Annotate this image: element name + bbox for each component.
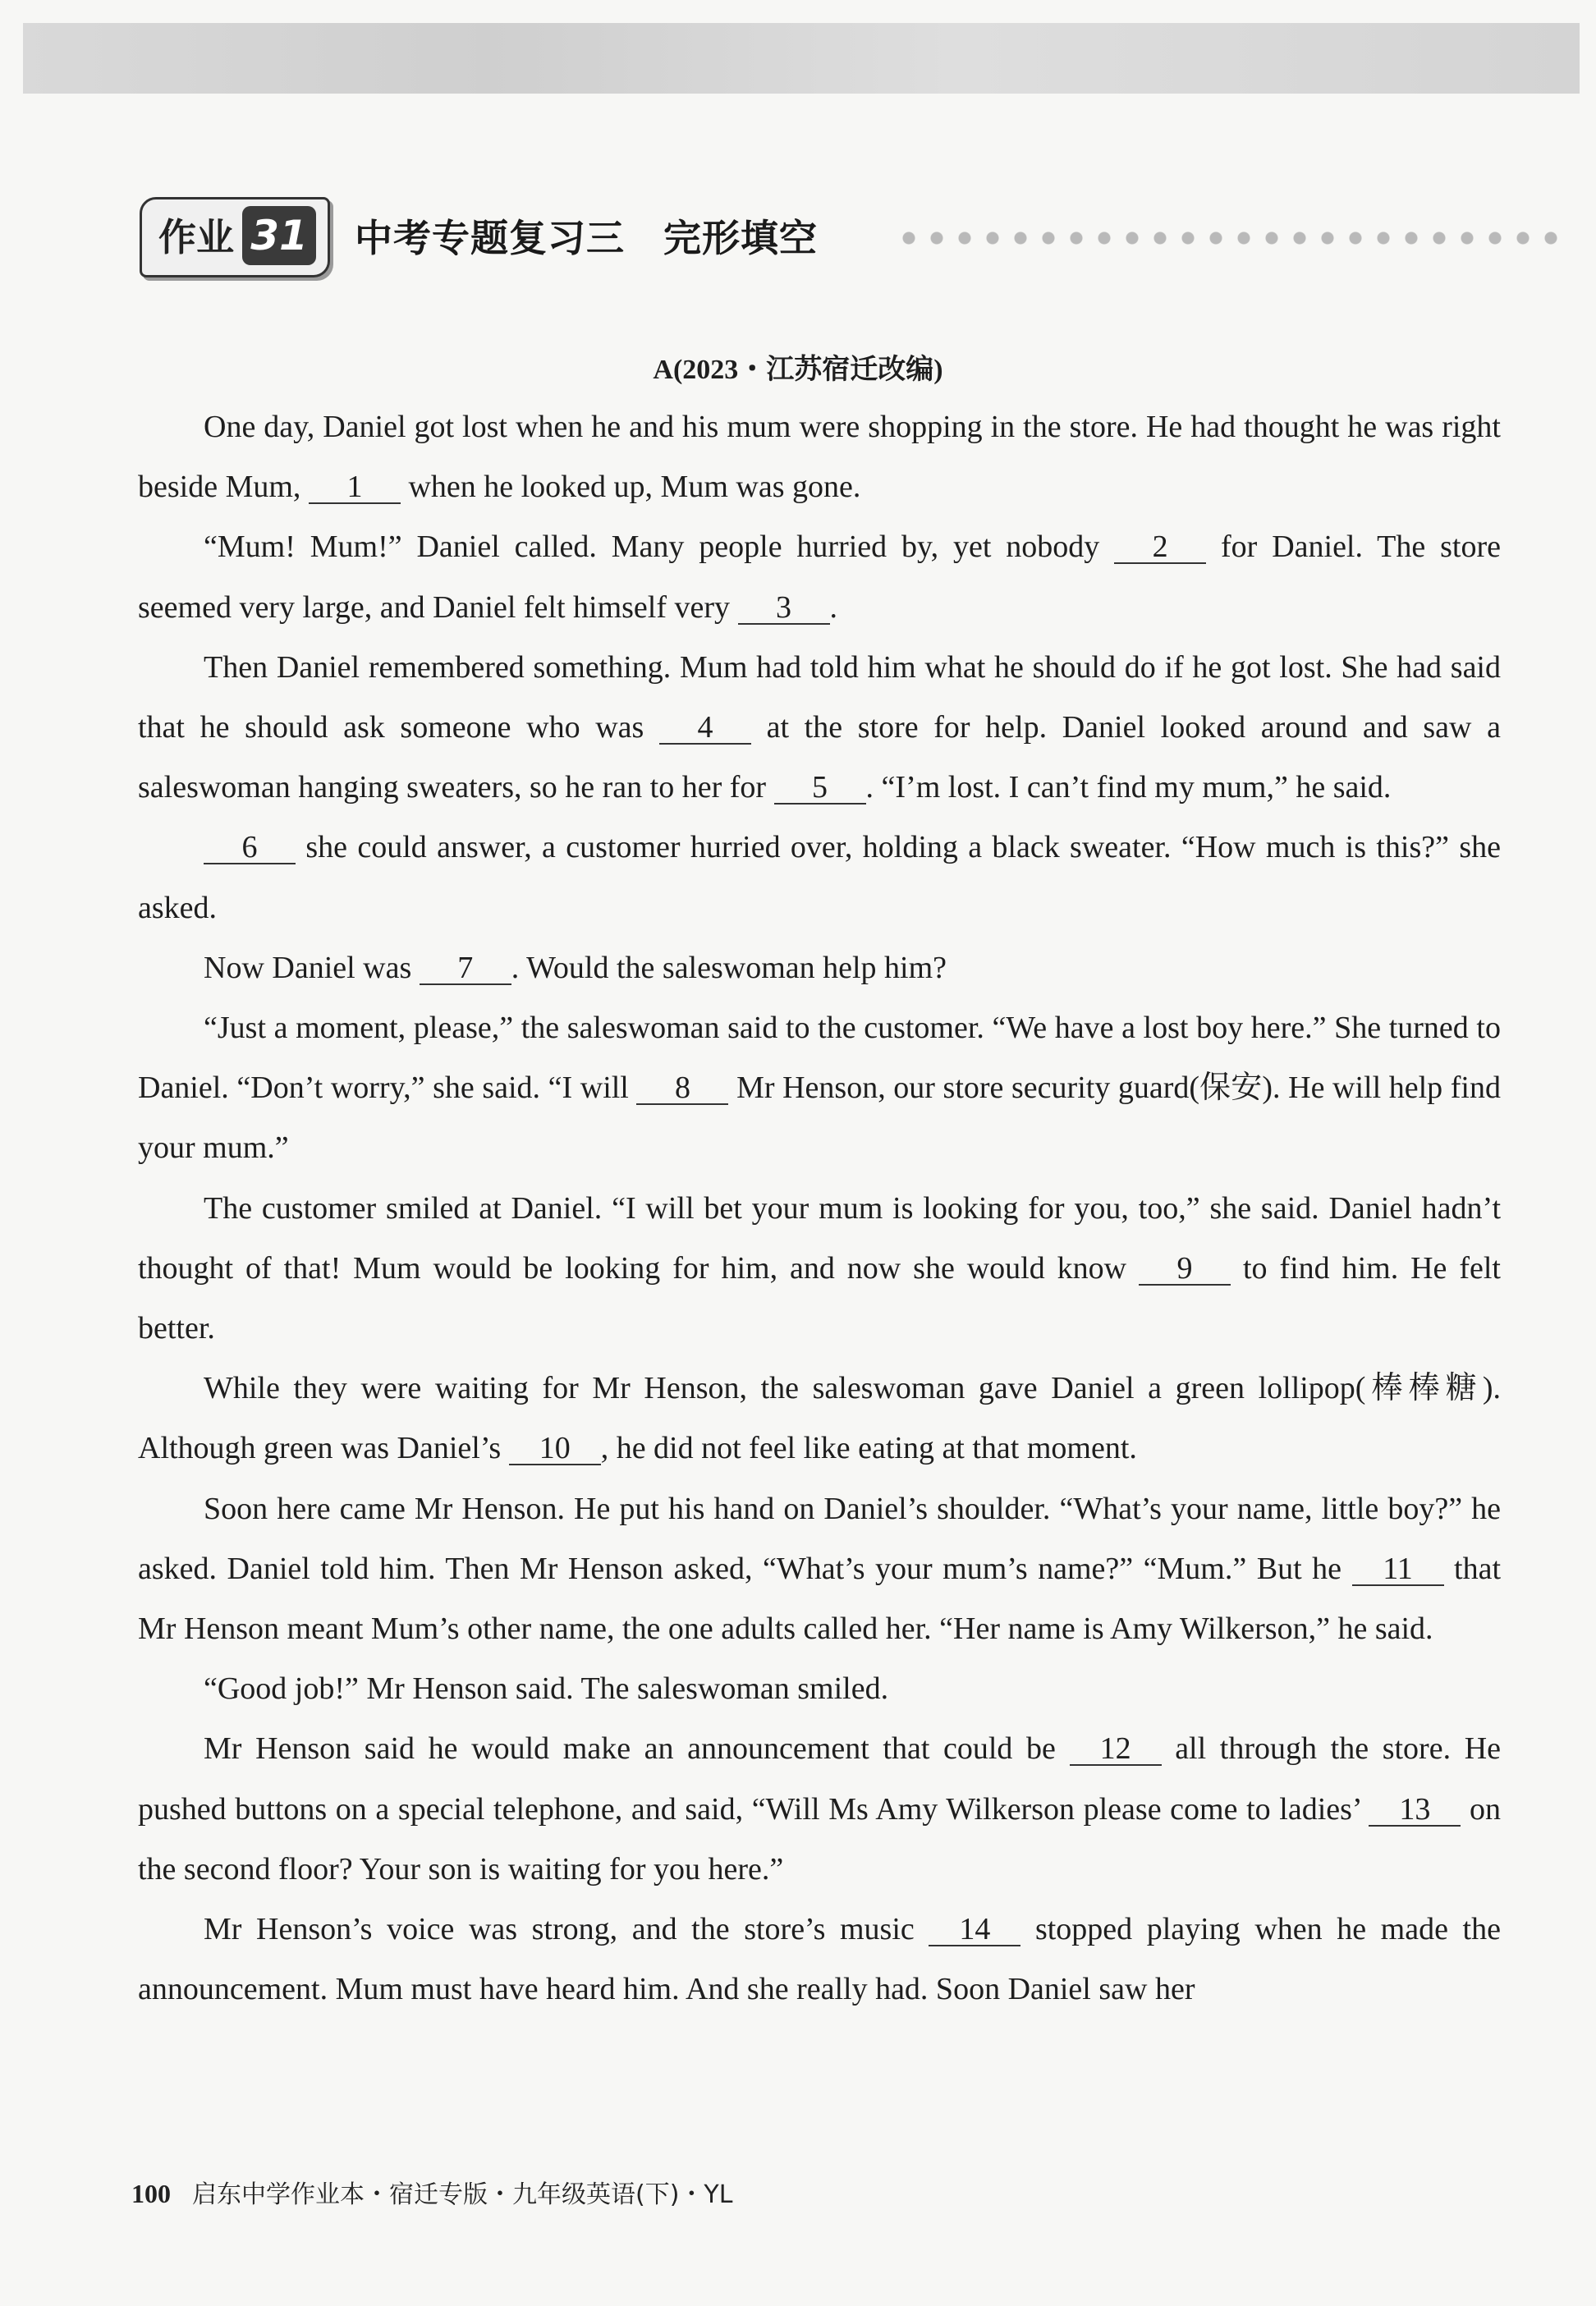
header-title: 中考专题复习三 完形填空 — [355, 216, 818, 260]
assignment-header — [140, 189, 1568, 279]
cloze-blank: 14 — [929, 1914, 1020, 1946]
cloze-blank: 2 — [1114, 531, 1206, 564]
cloze-blank: 12 — [1070, 1733, 1162, 1766]
paragraph — [138, 1719, 1501, 1900]
paragraph — [138, 1900, 1501, 2019]
badge-number: 31 — [242, 206, 316, 265]
section-title: A(2023・江苏宿迁改编) — [653, 355, 943, 385]
passage-text: for Daniel. The store seemed very large, and Daniel felt himself very — [138, 530, 1502, 625]
passage-text: at the store for help. Daniel looked around and saw a saleswoman hanging sweaters, so he ran to her for — [138, 710, 1502, 805]
passage-text: Mr Henson’s voice was strong, and the store’s music — [204, 1912, 929, 1947]
assignment-badge — [140, 197, 330, 277]
decorative-dots — [895, 230, 1568, 246]
paragraph — [138, 938, 1501, 998]
cloze-blank: 1 — [309, 471, 401, 504]
passage-text: . — [829, 589, 838, 625]
cloze-blank: 6 — [204, 832, 296, 864]
cloze-blank: 10 — [509, 1433, 601, 1465]
passage-text: “Mum! Mum!” Daniel called. Many people hurried by, yet nobody — [204, 530, 1115, 565]
cloze-blank: 13 — [1369, 1794, 1461, 1827]
cloze-blank: 4 — [659, 712, 751, 745]
paragraph — [138, 638, 1501, 818]
page-footer — [131, 2174, 732, 2210]
cloze-blank: 3 — [738, 592, 830, 625]
cloze-blank: 8 — [636, 1072, 728, 1105]
passage-text: While they were waiting for Mr Henson, the saleswoman gave Daniel a green lollipop(棒棒糖). Although green was Daniel’s — [138, 1371, 1501, 1466]
paragraph — [138, 1659, 1501, 1719]
badge-label: 作业 — [158, 215, 234, 259]
passage-text: when he looked up, Mum was gone. — [400, 470, 861, 505]
passage-text: Now Daniel was — [204, 950, 420, 985]
cloze-blank: 5 — [774, 772, 866, 805]
passage-text: Then Daniel remembered something. Mum had told him what he should do if he got lost. She had said that he should ask someone who was — [138, 649, 1501, 745]
passage-text: Mr Henson said he would make an announcement that could be — [204, 1731, 1070, 1767]
paragraph — [138, 517, 1501, 637]
passage-text: Soon here came Mr Henson. He put his hand on Daniel’s shoulder. “What’s your name, little boy?” he asked. Daniel told him. Then Mr Henson asked, “What’s your mum’s name?” “Mum.” But he — [138, 1491, 1501, 1586]
paragraph — [138, 1179, 1501, 1359]
passage-text: . “I’m lost. I can’t find my mum,” he said. — [865, 770, 1392, 805]
passage-text: all through the store. He pushed buttons on a special telephone, and said, “Will Ms Amy Wilkerson please come to ladies’ — [138, 1731, 1502, 1827]
passage-text: that Mr Henson meant Mum’s other name, the one adults called her. “Her name is Amy Wilkerson,” he said. — [138, 1551, 1501, 1647]
passage-text: One day, Daniel got lost when he and his mum were shopping in the store. He had thought he was right beside Mum, — [138, 410, 1501, 505]
paragraph — [138, 1479, 1501, 1660]
passage-text: “Good job!” Mr Henson said. The saleswoman smiled. — [204, 1671, 889, 1707]
paragraph — [138, 998, 1501, 1179]
passage-text: , he did not feel like eating at that moment. — [600, 1431, 1137, 1466]
passage-text: to find him. He felt better. — [138, 1250, 1501, 1346]
paragraph — [138, 1359, 1501, 1478]
passage-text: “Just a moment, please,” the saleswoman said to the customer. “We have a lost boy here.” She turned to Daniel. “Don’t worry,” she said. “I will — [138, 1011, 1501, 1106]
paragraph — [138, 818, 1501, 938]
cloze-blank: 11 — [1352, 1553, 1444, 1586]
passage-text: she could answer, a customer hurried over, holding a black sweater. “How much is this?” she asked. — [138, 830, 1501, 925]
paragraph — [138, 397, 1501, 517]
cloze-passage — [138, 397, 1501, 2019]
passage-text: The customer smiled at Daniel. “I will bet your mum is looking for you, too,” she said. Daniel hadn’t thought of that! Mum would be looking for him, and now she would know — [138, 1190, 1501, 1286]
passage-text: on the second floor? Your son is waiting for you here.” — [138, 1791, 1501, 1887]
passage-text: stopped playing when he made the announcement. Mum must have heard him. And she really had. Soon Daniel saw her — [138, 1912, 1501, 2007]
page-number: 100 — [131, 2179, 171, 2208]
cloze-blank: 9 — [1139, 1253, 1231, 1286]
scan-top-band — [23, 23, 1580, 94]
book-title: 启东中学作业本・宿迁专版・九年级英语(下)・YL — [192, 2180, 733, 2209]
passage-text: Mr Henson, our store security guard(保安). He will help find your mum.” — [138, 1070, 1501, 1166]
passage-text: . Would the saleswoman help him? — [511, 950, 947, 985]
cloze-blank: 7 — [420, 952, 511, 985]
